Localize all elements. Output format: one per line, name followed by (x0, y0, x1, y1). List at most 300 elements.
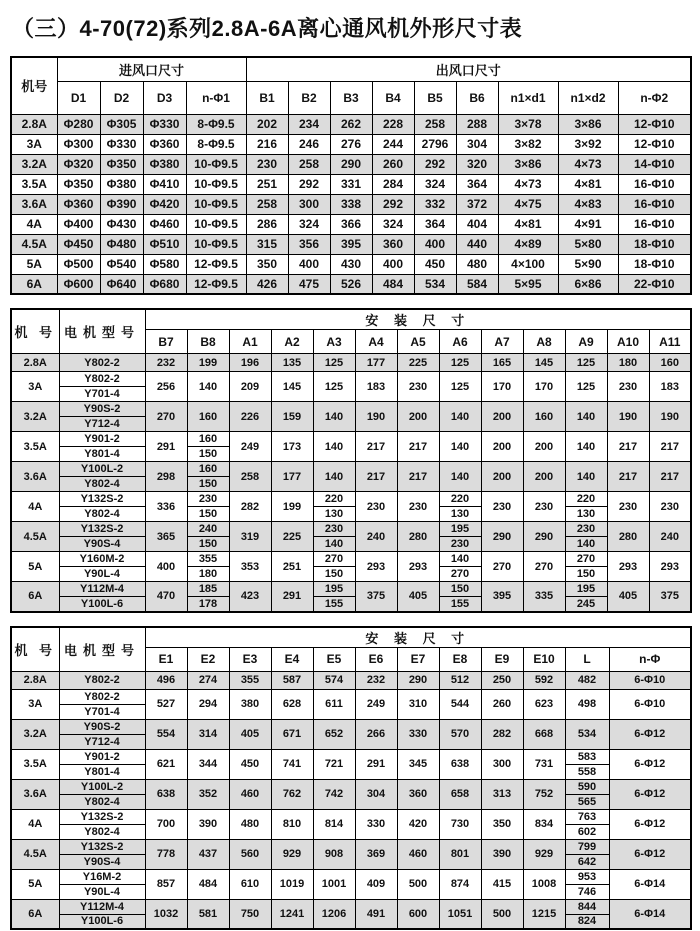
column-header: A7 (481, 330, 523, 354)
dimension-cell-lower: 602 (565, 824, 609, 839)
page-title: （三）4-70(72)系列2.8A-6A离心通风机外形尺寸表 (12, 16, 523, 41)
column-header: E3 (229, 647, 271, 671)
dimension-cell: 12-Φ9.5 (186, 274, 246, 294)
dimension-cell: 190 (607, 402, 649, 432)
dimension-cell: Φ480 (100, 234, 143, 254)
dimension-cell: 405 (229, 719, 271, 749)
dimension-cell: 183 (649, 372, 691, 402)
dimension-cell: 364 (414, 214, 456, 234)
dimension-cell: 177 (271, 462, 313, 492)
dimension-cell: 232 (145, 354, 187, 372)
dimension-cell: 814 (313, 809, 355, 839)
table-row (11, 839, 691, 854)
dimension-cell-lower: 130 (439, 507, 481, 522)
dimension-cell: 8-Φ9.5 (186, 134, 246, 154)
dimension-cell: 405 (607, 582, 649, 612)
motor-model-cell: Y90S-2 (59, 719, 145, 734)
dimension-cell: 3×92 (558, 134, 618, 154)
machine-no-cell: 6A (11, 582, 59, 612)
dimension-cell: 140 (187, 372, 229, 402)
dimension-cell: 280 (397, 522, 439, 552)
machine-no-cell: 3.6A (11, 779, 59, 809)
dimension-cell-lower: 824 (565, 914, 609, 929)
dimension-cell: 638 (145, 779, 187, 809)
dimension-cell: 270 (481, 552, 523, 582)
dimension-cell: 262 (330, 114, 372, 134)
column-header: n1×d2 (558, 81, 618, 114)
machine-no-header: 机号 (11, 57, 57, 114)
motor-model-cell: Y90L-4 (59, 567, 145, 582)
dimension-cell: 658 (439, 779, 481, 809)
dimension-cell: 324 (288, 214, 330, 234)
dimension-cell: 423 (229, 582, 271, 612)
dimension-cell: 874 (439, 869, 481, 899)
dimension-cell: 355 (229, 671, 271, 689)
dimension-cell: 16-Φ10 (618, 214, 691, 234)
column-header: B5 (414, 81, 456, 114)
installation-dimensions-group-header: 安 装 尺 寸 (145, 309, 691, 330)
dimension-cell: 470 (145, 582, 187, 612)
motor-model-cell: Y90S-4 (59, 854, 145, 869)
dimension-cell-lower: 565 (565, 794, 609, 809)
dimension-cell: 475 (288, 274, 330, 294)
column-header: E8 (439, 647, 481, 671)
dimension-cell: 4×83 (558, 194, 618, 214)
motor-model-cell: Y90S-2 (59, 402, 145, 417)
dimension-cell: 344 (187, 749, 229, 779)
dimension-cell: Φ330 (100, 134, 143, 154)
dimension-cell: 430 (330, 254, 372, 274)
dimension-cell: 125 (565, 354, 607, 372)
motor-model-cell: Y901-2 (59, 432, 145, 447)
motor-model-cell: Y16M-2 (59, 869, 145, 884)
column-header: E1 (145, 647, 187, 671)
dimension-cell: Φ680 (143, 274, 186, 294)
table-row (11, 174, 691, 194)
dimension-cell: 360 (372, 234, 414, 254)
dimension-cell: 282 (229, 492, 271, 522)
dimension-cell: 331 (330, 174, 372, 194)
dimension-cell-upper: 953 (565, 869, 609, 884)
dimension-cell: 336 (145, 492, 187, 522)
dimension-cell: 177 (355, 354, 397, 372)
dimension-cell: 290 (397, 671, 439, 689)
table-row (11, 462, 691, 477)
dimension-cell: 484 (187, 869, 229, 899)
dimension-cell: 600 (397, 899, 439, 929)
dimension-cell: 135 (271, 354, 313, 372)
dimension-cell: Φ330 (143, 114, 186, 134)
motor-model-cell: Y160M-2 (59, 552, 145, 567)
dimension-cell: Φ380 (100, 174, 143, 194)
machine-no-cell: 3.5A (11, 749, 59, 779)
dimension-cell: 199 (271, 492, 313, 522)
dimension-cell: 3×86 (498, 154, 558, 174)
dimension-cell: 366 (330, 214, 372, 234)
dimension-cell: 291 (271, 582, 313, 612)
dimension-cell: 200 (481, 402, 523, 432)
dimension-cell: 480 (456, 254, 498, 274)
motor-model-cell: Y802-2 (59, 372, 145, 387)
dimension-cell: 230 (355, 492, 397, 522)
dimension-cell: 324 (414, 174, 456, 194)
motor-model-cell: Y801-4 (59, 764, 145, 779)
dimension-cell: 140 (565, 402, 607, 432)
dimension-cell: 544 (439, 689, 481, 719)
dimension-cell: 230 (649, 492, 691, 522)
column-header: A8 (523, 330, 565, 354)
machine-no-cell: 4A (11, 214, 57, 234)
dimension-cell: 5×90 (558, 254, 618, 274)
dimension-cell: 300 (481, 749, 523, 779)
motor-model-cell: Y132S-2 (59, 809, 145, 824)
dimension-cell-upper: 230 (565, 522, 607, 537)
dimension-cell: 581 (187, 899, 229, 929)
dimension-cell: 183 (355, 372, 397, 402)
dimension-cell: 290 (523, 522, 565, 552)
machine-no-cell: 3A (11, 372, 59, 402)
table-row (11, 154, 691, 174)
dimension-cell: 125 (439, 372, 481, 402)
dimension-cell-upper: 160 (187, 432, 229, 447)
dimension-cell: 360 (397, 779, 439, 809)
dimension-cell: 450 (414, 254, 456, 274)
dimension-cell: 310 (397, 689, 439, 719)
dimension-cell-upper: 185 (187, 582, 229, 597)
table-row (11, 134, 691, 154)
dimension-cell: 18-Φ10 (618, 254, 691, 274)
dimension-cell: 230 (523, 492, 565, 522)
dimension-cell: 6×86 (558, 274, 618, 294)
dimension-cell: 234 (288, 114, 330, 134)
motor-model-cell: Y712-4 (59, 734, 145, 749)
dimension-cell: 196 (229, 354, 271, 372)
dimension-cell: 202 (246, 114, 288, 134)
dimension-cell: Φ360 (143, 134, 186, 154)
motor-model-cell: Y112M-4 (59, 899, 145, 914)
dimension-cell: 500 (397, 869, 439, 899)
dimension-cell: 282 (481, 719, 523, 749)
dimension-cell: 350 (481, 809, 523, 839)
dimension-cell: 4×81 (558, 174, 618, 194)
table-row (11, 689, 691, 704)
column-header: A1 (229, 330, 271, 354)
machine-no-cell: 2.8A (11, 354, 59, 372)
dimension-cell: 801 (439, 839, 481, 869)
motor-model-cell: Y802-2 (59, 689, 145, 704)
column-header: E5 (313, 647, 355, 671)
machine-no-cell: 3.6A (11, 462, 59, 492)
dimension-cell: 315 (246, 234, 288, 254)
dimension-cell: 140 (439, 402, 481, 432)
dimension-cell: 258 (288, 154, 330, 174)
table-row (11, 869, 691, 884)
dimension-cell-lower: 558 (565, 764, 609, 779)
dimension-cell-upper: 230 (313, 522, 355, 537)
machine-no-cell: 4.5A (11, 839, 59, 869)
dimension-cell: Φ640 (100, 274, 143, 294)
dimension-cell: 730 (439, 809, 481, 839)
dimension-cell: 217 (649, 462, 691, 492)
dimension-cell: 298 (145, 462, 187, 492)
dimension-cell: 200 (397, 402, 439, 432)
dimension-cell: 500 (481, 899, 523, 929)
dimension-cell: 288 (456, 114, 498, 134)
dimension-cell: 258 (246, 194, 288, 214)
dimension-cell: 610 (229, 869, 271, 899)
dimension-cell: 217 (607, 462, 649, 492)
dimension-cell: 6-Φ10 (609, 671, 691, 689)
table-row (11, 537, 691, 552)
dimension-cell: 395 (481, 582, 523, 612)
machine-no-cell: 3.5A (11, 174, 57, 194)
dimension-cell: 10-Φ9.5 (186, 194, 246, 214)
table-row (11, 567, 691, 582)
machine-no-cell: 3.2A (11, 154, 57, 174)
dimension-cell: 200 (481, 432, 523, 462)
column-header: A10 (607, 330, 649, 354)
dimension-cell: 12-Φ10 (618, 114, 691, 134)
dimension-cell: Φ400 (57, 214, 100, 234)
dimension-cell: 292 (372, 194, 414, 214)
dimension-cell: 526 (330, 274, 372, 294)
dimension-cell-upper: 270 (313, 552, 355, 567)
motor-model-cell: Y801-4 (59, 447, 145, 462)
motor-model-cell: Y701-4 (59, 387, 145, 402)
motor-model-cell: Y90S-4 (59, 537, 145, 552)
column-header: A3 (313, 330, 355, 354)
dimension-cell: 482 (565, 671, 609, 689)
dimension-cell: 778 (145, 839, 187, 869)
dimension-cell: 140 (313, 462, 355, 492)
dimension-cell: 217 (397, 462, 439, 492)
dimension-cell: 390 (481, 839, 523, 869)
dimension-cell: Φ500 (57, 254, 100, 274)
machine-no-cell: 5A (11, 552, 59, 582)
column-header: A6 (439, 330, 481, 354)
dimension-cell: 1241 (271, 899, 313, 929)
dimension-cell: 1001 (313, 869, 355, 899)
column-header: B1 (246, 81, 288, 114)
dimension-cell: 574 (313, 671, 355, 689)
dimension-cell: 353 (229, 552, 271, 582)
motor-model-cell: Y901-2 (59, 749, 145, 764)
dimension-cell-lower: 150 (313, 567, 355, 582)
dimension-cell: 140 (565, 432, 607, 462)
dimension-cell: 319 (229, 522, 271, 552)
dimension-cell-lower: 230 (439, 537, 481, 552)
column-header: B8 (187, 330, 229, 354)
dimension-cell: Φ320 (57, 154, 100, 174)
motor-model-cell: Y132S-2 (59, 839, 145, 854)
dimension-cell: 621 (145, 749, 187, 779)
motor-model-cell: Y112M-4 (59, 582, 145, 597)
motor-model-header: 电机型号 (59, 627, 145, 672)
dimension-cell: 291 (355, 749, 397, 779)
dimension-cell: 375 (649, 582, 691, 612)
dimension-cell: 200 (523, 432, 565, 462)
dimension-cell: Φ360 (57, 194, 100, 214)
column-header: E4 (271, 647, 313, 671)
dimension-cell: Φ460 (143, 214, 186, 234)
column-header: B4 (372, 81, 414, 114)
dimension-cell: 484 (372, 274, 414, 294)
column-header: E9 (481, 647, 523, 671)
dimension-cell: 145 (271, 372, 313, 402)
column-header: D3 (143, 81, 186, 114)
column-header: D2 (100, 81, 143, 114)
dimension-cell: 6-Φ12 (609, 779, 691, 809)
table-row (11, 899, 691, 914)
motor-model-cell: Y132S-2 (59, 522, 145, 537)
dimension-cell-lower: 150 (187, 537, 229, 552)
inlet-dimensions-group-header: 进风口尺寸 (57, 57, 246, 81)
machine-no-cell: 4A (11, 492, 59, 522)
dimension-cell-upper: 160 (187, 462, 229, 477)
dimension-cell: 512 (439, 671, 481, 689)
motor-model-cell: Y132S-2 (59, 492, 145, 507)
dimension-cell: 810 (271, 809, 313, 839)
dimension-cell-lower: 155 (439, 597, 481, 612)
dimension-cell: 249 (229, 432, 271, 462)
column-header: A5 (397, 330, 439, 354)
dimension-cell: 10-Φ9.5 (186, 154, 246, 174)
column-header: B6 (456, 81, 498, 114)
dimension-cell: 668 (523, 719, 565, 749)
dimension-cell: 491 (355, 899, 397, 929)
table-row (11, 254, 691, 274)
machine-no-cell: 2.8A (11, 114, 57, 134)
dimension-cell: Φ305 (100, 114, 143, 134)
dimension-cell: 4×73 (498, 174, 558, 194)
dimension-cell: 335 (523, 582, 565, 612)
dimension-cell: 200 (523, 462, 565, 492)
column-header: D1 (57, 81, 100, 114)
machine-no-header: 机 号 (11, 309, 59, 354)
dimension-cell-lower: 178 (187, 597, 229, 612)
table-row (11, 234, 691, 254)
dimension-cell-upper: 220 (439, 492, 481, 507)
dimension-cell: 225 (271, 522, 313, 552)
dimension-cell: 230 (397, 372, 439, 402)
column-header: n-Φ (609, 647, 691, 671)
dimension-cell: 405 (397, 582, 439, 612)
dimension-cell: 292 (414, 154, 456, 174)
dimension-cell: 160 (187, 402, 229, 432)
motor-model-cell: Y100L-6 (59, 914, 145, 929)
column-header: B3 (330, 81, 372, 114)
dimension-cell: 3×82 (498, 134, 558, 154)
table-row (11, 779, 691, 794)
dimension-cell: 330 (355, 809, 397, 839)
dimension-cell-upper: 140 (439, 552, 481, 567)
dimension-cell: 12-Φ9.5 (186, 254, 246, 274)
dimension-cell-lower: 150 (187, 447, 229, 462)
dimension-cell: 400 (372, 254, 414, 274)
dimension-cell: 145 (523, 354, 565, 372)
column-header: B2 (288, 81, 330, 114)
dimension-cell: 217 (649, 432, 691, 462)
dimension-cell: 230 (481, 492, 523, 522)
column-header: A11 (649, 330, 691, 354)
dimension-cell: 415 (481, 869, 523, 899)
dimension-cell: 554 (145, 719, 187, 749)
dimension-cell: 4×100 (498, 254, 558, 274)
dimension-cell: 173 (271, 432, 313, 462)
dimension-cell: 190 (355, 402, 397, 432)
dimension-cell: 570 (439, 719, 481, 749)
dimension-cell: 291 (145, 432, 187, 462)
dimension-cell: 404 (456, 214, 498, 234)
installation-dimension-table-e (10, 626, 692, 931)
dimension-cell: 1008 (523, 869, 565, 899)
motor-model-cell: Y90L-4 (59, 884, 145, 899)
dimension-cell: 270 (523, 552, 565, 582)
dimension-cell: 400 (145, 552, 187, 582)
dimension-cell: 140 (439, 462, 481, 492)
dimension-cell: 460 (229, 779, 271, 809)
dimension-cell: 125 (439, 354, 481, 372)
dimension-cell: 230 (246, 154, 288, 174)
dimension-cell: 560 (229, 839, 271, 869)
dimension-cell-upper: 195 (439, 522, 481, 537)
dimension-cell: 496 (145, 671, 187, 689)
motor-model-cell: Y100L-2 (59, 779, 145, 794)
dimension-cell: Φ390 (100, 194, 143, 214)
machine-no-header: 机 号 (11, 627, 59, 672)
dimension-cell-lower: 180 (187, 567, 229, 582)
dimension-cell: 258 (414, 114, 456, 134)
dimension-cell: 270 (145, 402, 187, 432)
dimension-cell: 628 (271, 689, 313, 719)
motor-model-cell: Y100L-2 (59, 462, 145, 477)
dimension-cell: 10-Φ9.5 (186, 214, 246, 234)
dimension-cell: Φ450 (57, 234, 100, 254)
dimension-cell: Φ540 (100, 254, 143, 274)
dimension-cell: 140 (565, 462, 607, 492)
dimension-cell: 16-Φ10 (618, 174, 691, 194)
dimension-cell: 280 (607, 522, 649, 552)
dimension-cell: 638 (439, 749, 481, 779)
dimension-cell: Φ350 (100, 154, 143, 174)
dimension-cell: 230 (607, 372, 649, 402)
table-row (11, 582, 691, 597)
dimension-cell: 4×81 (498, 214, 558, 234)
dimension-cell: 216 (246, 134, 288, 154)
dimension-cell: 190 (649, 402, 691, 432)
table-row (11, 719, 691, 734)
motor-model-cell: Y712-4 (59, 417, 145, 432)
motor-model-cell: Y802-4 (59, 477, 145, 492)
dimension-cell: 300 (288, 194, 330, 214)
dimension-cell: 592 (523, 671, 565, 689)
dimension-cell: 217 (355, 462, 397, 492)
column-header: n-Φ1 (186, 81, 246, 114)
dimension-cell: 652 (313, 719, 355, 749)
table-row (11, 809, 691, 824)
dimension-cell: 908 (313, 839, 355, 869)
dimension-cell: 22-Φ10 (618, 274, 691, 294)
dimension-cell: 217 (397, 432, 439, 462)
dimension-cell-lower: 130 (565, 507, 607, 522)
dimension-cell: 1019 (271, 869, 313, 899)
dimension-cell-upper: 844 (565, 899, 609, 914)
dimension-cell-upper: 150 (439, 582, 481, 597)
dimension-cell: 250 (481, 671, 523, 689)
column-header: n1×d1 (498, 81, 558, 114)
dimension-cell: 125 (565, 372, 607, 402)
table-row (11, 274, 691, 294)
